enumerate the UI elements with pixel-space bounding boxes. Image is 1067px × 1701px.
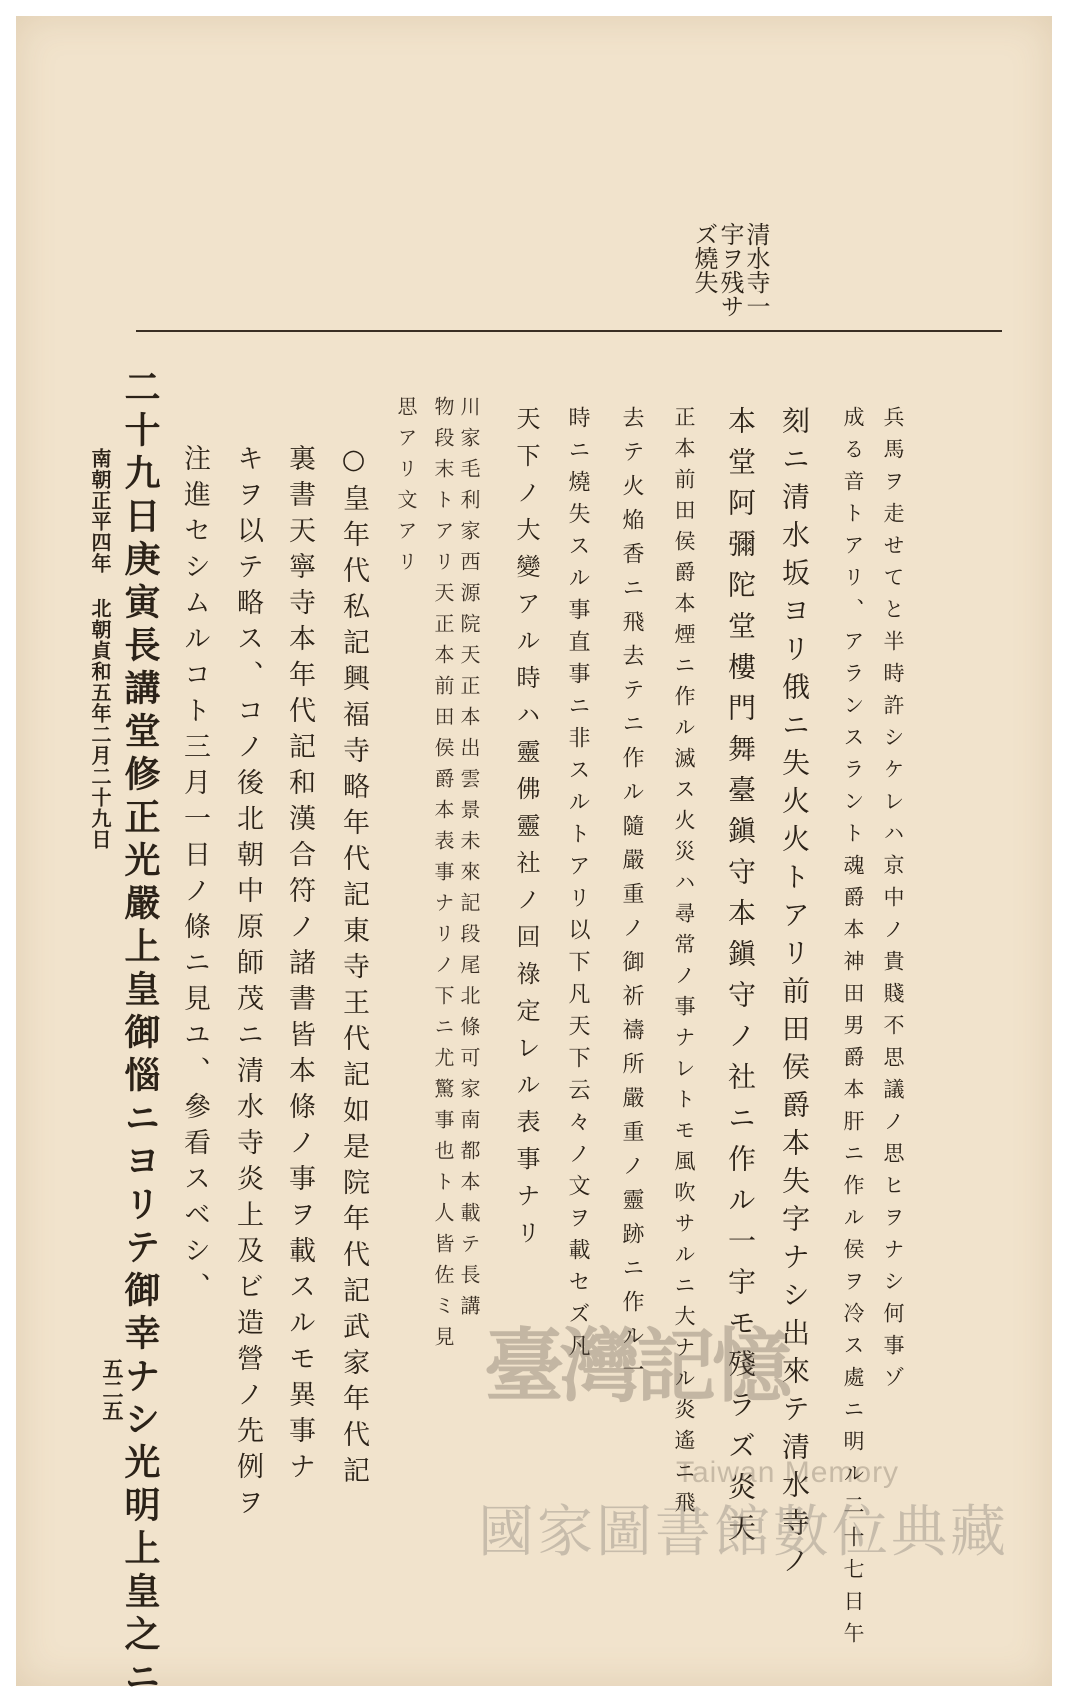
text-column-6: 去テ火焔香ニ飛去テニ作ル隨嚴重ノ御祈禱所嚴重ノ靈跡ニ作ル一 <box>619 406 644 1392</box>
text-column-2: 成る音トアリ、アランスラント魂爵本神田男爵本肝ニ作ル侯ヲ冷ス處ニ明ル二十七日午 <box>841 406 865 1654</box>
margin-heading-line-3: ズ燒失 <box>690 222 718 294</box>
text-column-14: キヲ以テ略ス、コノ後北朝中原師茂ニ清水寺炎上及ビ造營ノ先例ヲ <box>232 444 263 1524</box>
text-column-4: 本堂阿彌陀堂樓門舞臺鎭守本鎭守ノ社ニ作ル一宇モ殘ラズ炎天 <box>724 406 757 1554</box>
text-column-8: 天下ノ大變アル時ハ靈佛靈社ノ回祿定レル表事ナリ <box>512 406 540 1257</box>
watermark-chinese: 國家圖書館數位典藏 <box>478 1500 1009 1565</box>
book-page <box>16 16 1052 1701</box>
text-column-15: 注進セシムルコト三月一日ノ條ニ見ユ、參看スベシ、 <box>179 444 210 1308</box>
text-column-7: 時ニ燒失スル事直事ニ非スルトアリ以下凡天下云々ノ文ヲ載セズ凡 <box>565 406 590 1366</box>
text-column-16-entry-heading: 二十九日庚寅長講堂修正光嚴上皇御惱ニヨリテ御幸ナシ光明上皇之ニ <box>119 368 161 1701</box>
page-number: 五二五 <box>100 1358 125 1421</box>
text-column-11: 思アリ文アリ <box>394 396 418 582</box>
margin-heading-line-2: 宇ヲ残サ <box>716 222 744 318</box>
text-column-5: 正本前田侯爵本煙ニ作ル滅ス火災ハ尋常ノ事ナレトモ風吹サルニ大ナル炎遙ニ飛 <box>672 406 696 1522</box>
watermark-english: Taiwan Memory <box>676 1456 900 1489</box>
text-column-10: 物段末トアリ天正本前田侯爵本表事ナリノ下ニ尤驚事也ト人皆佐ミ見 <box>431 396 455 1357</box>
header-divider-rule <box>136 330 1002 332</box>
running-footer <box>86 448 115 850</box>
text-column-12: ○皇年代私記興福寺略年代記東寺王代記如是院年代記武家年代記 <box>338 444 369 1492</box>
footer-northern-court-date: 北朝貞和五年二月二十九日 <box>88 598 112 850</box>
text-column-1: 兵馬ヲ走せてと半時許シケレハ京中ノ貴賤不思議ノ思ヒヲナシ何事ゾ <box>881 406 905 1398</box>
text-column-3: 刻ニ清水坂ヨリ俄ニ失火火トアリ前田侯爵本失字ナシ出來テ清水寺ノ <box>778 406 811 1584</box>
text-column-9: 川家毛利家西源院天正本出雲景未來記段尾北條可家南都本載テ長講 <box>457 396 481 1326</box>
footer-southern-court-date: 南朝正平四年 <box>88 448 112 574</box>
text-column-13: 裏書天寧寺本年代記和漢合符ノ諸書皆本條ノ事ヲ載スルモ異事ナ <box>284 444 315 1488</box>
watermark-calligraphy: 臺灣記憶 <box>484 1319 788 1413</box>
margin-heading-line-1: 清水寺一 <box>742 222 770 318</box>
